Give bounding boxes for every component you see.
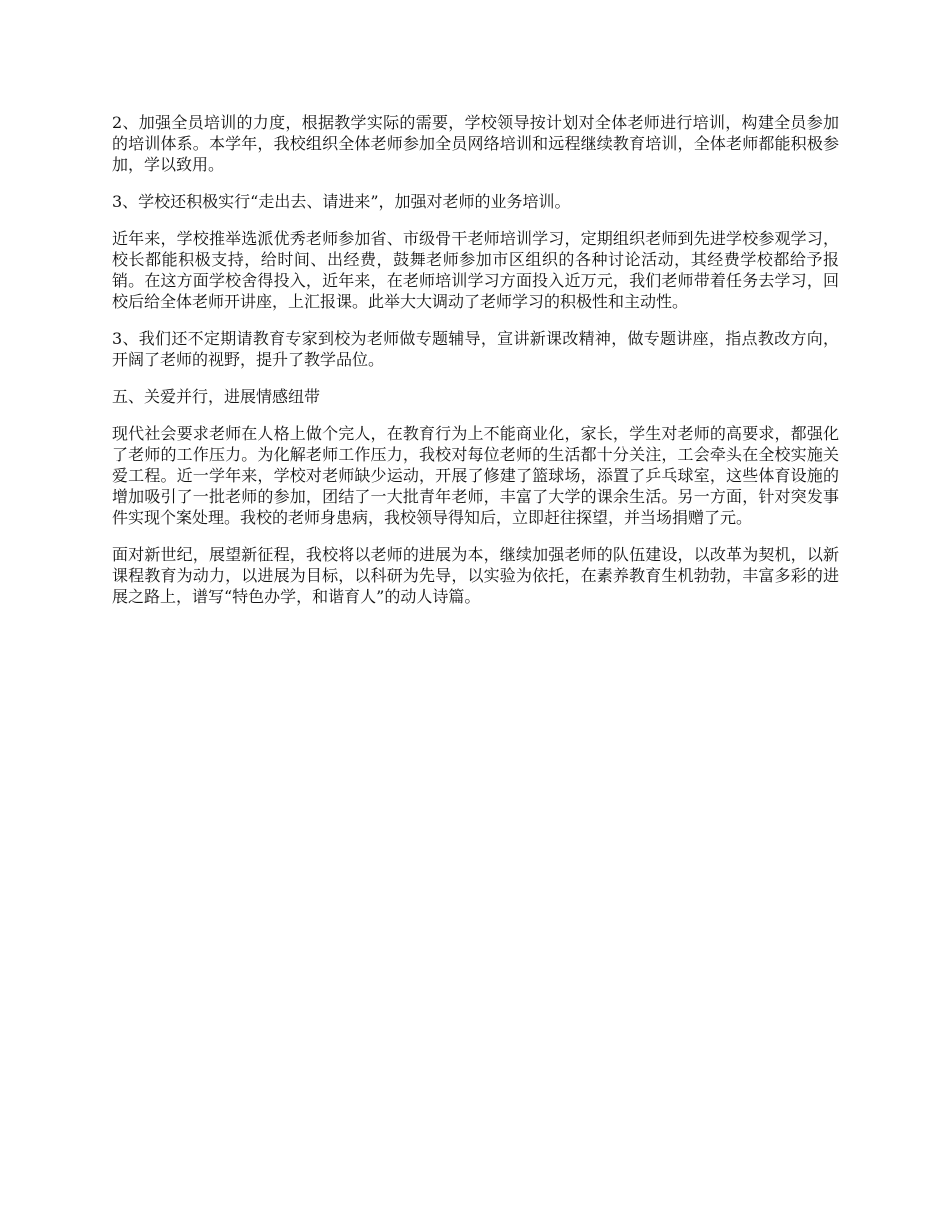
paragraph-expert-guidance: 3、我们还不定期请教育专家到校为老师做专题辅导，宣讲新课改精神，做专题讲座，指点教改方向，开阔了老师的视野，提升了教学品位。 [112,329,839,369]
document-page [112,112,839,623]
paragraph-backbone-teacher-training: 近年来，学校推举选派优秀老师参加省、市级骨干老师培训学习，定期组织老师到先进学校参观学习，校长都能积极支持，给时间、出经费，鼓舞老师参加市区组织的各种讨论活动，其经费学校都给予报销。在这方面学校舍得投入，近年来，在老师培训学习方面投入近万元，我们老师带着任务去学习，回校后给全体老师开讲座，上汇报课。此举大大调动了老师学习的积极性和主动性。 [112,229,839,311]
paragraph-go-out-invite-in: 3、学校还积极实行“走出去、请进来”，加强对老师的业务培训。 [112,192,571,211]
paragraph-closing: 面对新世纪，展望新征程，我校将以老师的进展为本，继续加强老师的队伍建设，以改革为契机，以新课程教育为动力，以进展为目标，以科研为先导，以实验为依托，在素养教育生机勃勃，丰富多彩的进展之路上，谱写“特色办学，和谐育人”的动人诗篇。 [112,545,839,606]
paragraph-care-program: 现代社会要求老师在人格上做个完人，在教育行为上不能商业化，家长，学生对老师的高要求，都强化了老师的工作压力。为化解老师工作压力，我校对每位老师的生活都十分关注，工会牵头在全校实施关爱工程。近一学年来，学校对老师缺少运动，开展了修建了篮球场，添置了乒乓球室，这些体育设施的增加吸引了一批老师的参加，团结了一大批青年老师，丰富了大学的课余生活。另一方面，针对突发事件实现个案处理。我校的老师身患病，我校领导得知后，立即赶往探望，并当场捐赠了元。 [112,424,839,527]
paragraph-staff-training: 2、加强全员培训的力度，根据教学实际的需要，学校领导按计划对全体老师进行培训，构建全员参加的培训体系。本学年，我校组织全体老师参加全员网络培训和远程继续教育培训，全体老师都能积极参加，学以致用。 [112,113,839,174]
section-heading-care: 五、关爱并行，进展情感纽带 [112,387,321,406]
